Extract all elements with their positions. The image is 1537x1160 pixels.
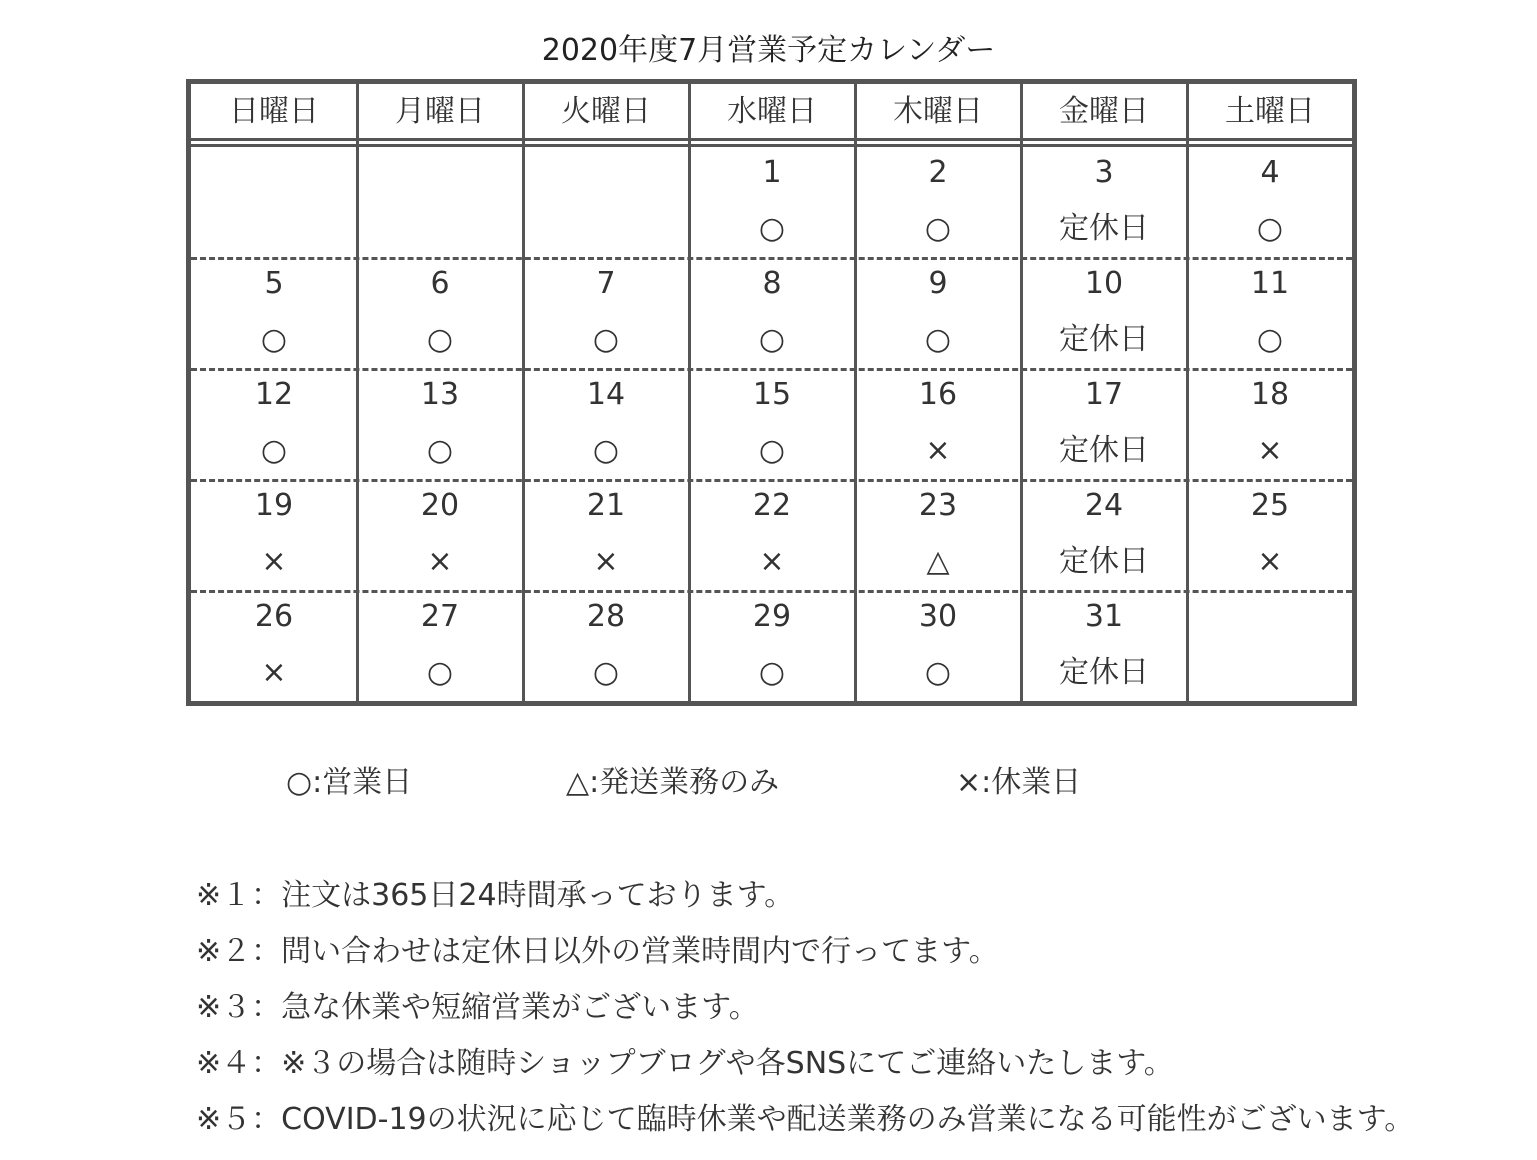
day-number: 24 [1084,488,1124,523]
day-cell [357,258,523,369]
day-status: 定休日 [1059,211,1149,246]
day-cell [1187,258,1353,369]
day-number: 17 [1084,377,1124,412]
day-cell [855,480,1021,591]
day-number: 7 [596,266,616,301]
day-status: × [427,544,453,579]
calendar-week-4 [191,480,1352,591]
weekday-tuesday: 火曜日 [561,94,651,129]
day-cell [523,369,689,480]
day-status: ○ [758,322,786,357]
day-number: 11 [1250,266,1290,301]
day-status: × [593,544,619,579]
day-cell [1187,480,1353,591]
column-divider [1020,84,1023,701]
column-divider [356,84,359,701]
day-status: × [1257,433,1283,468]
day-cell [855,147,1021,258]
day-status: × [1257,544,1283,579]
legend-open-day: ○:営業日 [286,765,413,800]
day-status [357,207,523,251]
day-cell [191,369,357,480]
day-number: 5 [264,266,284,301]
day-status: 定休日 [1059,433,1149,468]
day-status: × [759,544,785,579]
day-number: 18 [1250,377,1290,412]
note-item: ※４：※３の場合は随時ショップブログや各SNSにてご連絡いたします。 [196,1046,1174,1081]
note-item: ※２：問い合わせは定休日以外の営業時間内で行ってます。 [196,934,999,969]
day-number: 30 [918,599,958,634]
day-cell [855,258,1021,369]
day-status: ○ [426,655,454,690]
day-number: 1 [762,155,782,190]
day-cell [191,258,357,369]
column-divider [854,84,857,701]
day-status: ○ [758,433,786,468]
day-number: 23 [918,488,958,523]
day-cell [357,591,523,702]
day-cell [523,258,689,369]
day-cell [1021,258,1187,369]
day-cell [855,369,1021,480]
day-status: ○ [758,211,786,246]
day-status: 定休日 [1059,544,1149,579]
day-cell [357,147,523,258]
day-number: 13 [420,377,460,412]
day-number: 21 [586,488,626,523]
weekday-wednesday: 水曜日 [727,94,817,129]
note-item: ※５：COVID-19の状況に応じて臨時休業や配送業務のみ営業になる可能性がございます。 [196,1102,1415,1137]
notes-list [196,868,1531,1148]
day-cell [191,147,357,258]
day-number [357,151,523,195]
day-cell [1187,147,1353,258]
day-cell [689,480,855,591]
day-status: ○ [260,433,288,468]
day-status: △ [926,544,950,579]
day-number: 8 [762,266,782,301]
weekday-friday: 金曜日 [1059,94,1149,129]
day-cell [357,480,523,591]
day-number: 19 [254,488,294,523]
day-cell [523,480,689,591]
day-status [523,207,689,251]
weekday-thursday: 木曜日 [893,94,983,129]
day-cell [1021,480,1187,591]
day-cell [855,591,1021,702]
day-number [191,151,357,195]
day-status: × [261,544,287,579]
weekday-header-row [191,84,1352,138]
day-cell [357,369,523,480]
calendar-table [186,79,1357,706]
day-status: × [925,433,951,468]
day-number: 27 [420,599,460,634]
day-number: 6 [430,266,450,301]
day-number: 14 [586,377,626,412]
day-number: 2 [928,155,948,190]
legend-shipping-only: △:発送業務のみ [566,765,780,800]
day-status: 定休日 [1059,655,1149,690]
calendar-week-1 [191,147,1352,258]
day-number [1187,595,1353,639]
calendar-body [191,147,1352,701]
day-status: ○ [1256,322,1284,357]
day-status: ○ [924,322,952,357]
calendar-week-5 [191,591,1352,702]
day-cell [1021,369,1187,480]
weekday-sunday: 日曜日 [229,94,319,129]
note-item: ※１：注文は365日24時間承っております。 [196,878,795,913]
calendar-week-3 [191,369,1352,480]
day-number: 15 [752,377,792,412]
day-number: 29 [752,599,792,634]
day-status: ○ [1256,211,1284,246]
calendar-week-2 [191,258,1352,369]
day-number: 10 [1084,266,1124,301]
day-status: ○ [592,322,620,357]
day-status: ○ [260,322,288,357]
day-status: ○ [592,433,620,468]
day-status: ○ [758,655,786,690]
day-cell [689,147,855,258]
column-divider [1186,84,1189,701]
day-status: ○ [426,322,454,357]
calendar-title: 2020年度7月営業予定カレンダー [541,33,996,68]
column-divider [688,84,691,701]
day-status [1187,651,1353,695]
day-status: 定休日 [1059,322,1149,357]
day-status: ○ [592,655,620,690]
day-status: ○ [924,211,952,246]
day-cell [523,147,689,258]
day-status: ○ [426,433,454,468]
day-cell [689,369,855,480]
day-number: 12 [254,377,294,412]
day-number: 20 [420,488,460,523]
day-number: 3 [1094,155,1114,190]
weekday-monday: 月曜日 [395,94,485,129]
day-cell [689,258,855,369]
weekday-saturday: 土曜日 [1225,94,1315,129]
day-cell [523,591,689,702]
day-status: × [261,655,287,690]
day-cell [1187,369,1353,480]
day-cell [191,480,357,591]
column-divider [522,84,525,701]
day-number: 26 [254,599,294,634]
day-status: ○ [924,655,952,690]
day-number: 4 [1260,155,1280,190]
note-item: ※３：急な休業や短縮営業がございます。 [196,990,759,1025]
header-divider [191,138,1352,141]
day-number: 25 [1250,488,1290,523]
day-cell [689,591,855,702]
day-status [191,207,357,251]
legend-closed-day: ×:休業日 [956,765,1082,800]
day-cell [1021,591,1187,702]
day-number: 9 [928,266,948,301]
day-number [523,151,689,195]
day-number: 22 [752,488,792,523]
day-cell [1021,147,1187,258]
day-number: 31 [1084,599,1124,634]
day-number: 28 [586,599,626,634]
day-cell [1187,591,1353,702]
day-number: 16 [918,377,958,412]
day-cell [191,591,357,702]
